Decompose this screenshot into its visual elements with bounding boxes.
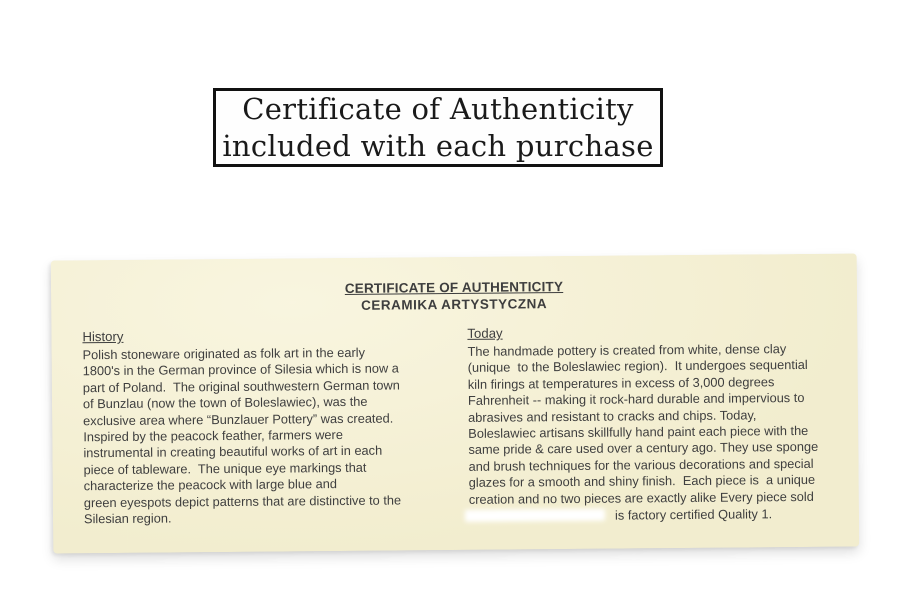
history-section <box>82 326 469 528</box>
redacted-text-smudge <box>465 509 605 522</box>
certificate-card <box>51 253 860 553</box>
authenticity-banner <box>213 88 663 167</box>
history-text: Polish stoneware originated as folk art in the early 1800's in the German province of Silesia which is now a part of Poland. The original southwestern German town of Bunzlau (now the town of Boleslawiec), was the exclusive area where “Bunzlauer Pottery” was created. Inspired by the peacock feather, farmers were instrumental in creating beautiful works of art in each piece of tableware. The unique eye markings that characterize the peacock with large blue and green eyespots depict patterns that are distinctive to the Silesian region. <box>82 344 402 527</box>
today-last-line <box>469 505 847 525</box>
today-text: The handmade pottery is created from white, dense clay (unique to the Boleslawiec region). It undergoes sequential kiln firings at temperatures in excess of 3,000 degrees Fahrenheit -- making it rock-hard durable and impervious to abrasives and resistant to cracks and chips. Today, Boleslawiec artisans skillfully hand paint each piece with the same pride & care used over a century ago. They use sponge and brush techniques for the various decorations and special glazes for a smooth and shiny finish. Each piece is a unique creation and no two pieces are exactly alike Every piece sold <box>467 341 819 507</box>
certificate-columns <box>82 322 859 527</box>
today-last-line-text: is factory certified Quality 1. <box>614 505 773 523</box>
certificate-subtitle: CERAMIKA ARTYSTYCZNA <box>361 296 548 313</box>
certificate-title: CERTIFICATE OF AUTHENTICITY <box>344 279 564 296</box>
banner-line-1: Certificate of Authenticity <box>242 91 634 126</box>
today-section <box>467 323 847 525</box>
banner-line-2: included with each purchase <box>222 128 654 163</box>
history-heading: History <box>82 328 124 345</box>
today-heading: Today <box>467 325 503 341</box>
